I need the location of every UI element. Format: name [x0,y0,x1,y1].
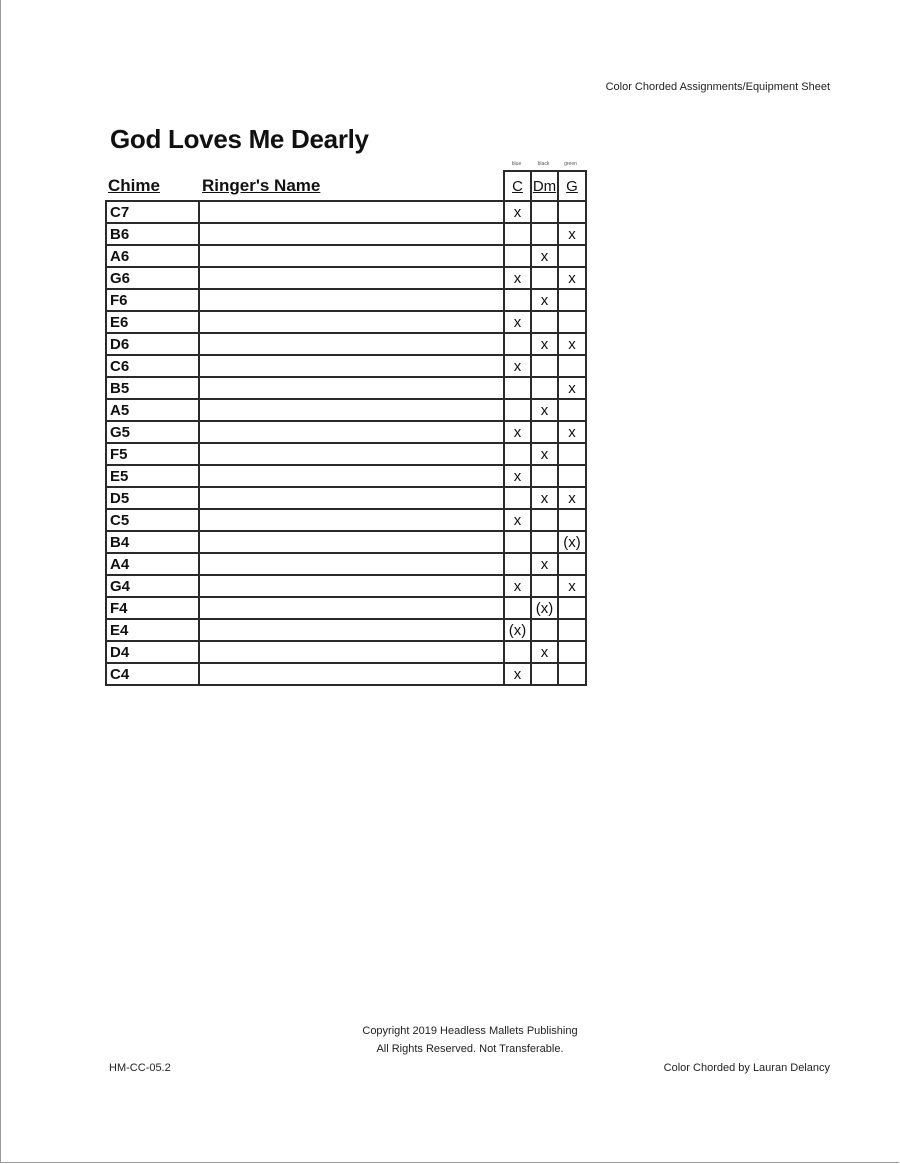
ringer-name-cell[interactable] [199,399,504,421]
ringer-name-cell[interactable] [199,487,504,509]
chord-mark-cell: x [531,553,558,575]
copyright-block [0,1022,900,1058]
chord-color-label: green [564,161,577,167]
chord-mark-cell [531,377,558,399]
chime-cell: B6 [106,223,199,245]
ringer-name-cell[interactable] [199,509,504,531]
chord-mark-cell: (x) [558,531,586,553]
chord-mark-cell: x [531,487,558,509]
chime-cell: G4 [106,575,199,597]
table-row [106,377,586,399]
chord-mark-cell: x [531,641,558,663]
chime-cell: B5 [106,377,199,399]
ringer-name-cell[interactable] [199,311,504,333]
table-row [106,421,586,443]
table-row [106,487,586,509]
chord-mark-cell: x [504,311,531,333]
chord-mark-cell: x [558,421,586,443]
table-header-row [106,171,586,201]
table-row [106,245,586,267]
chord-mark-cell [558,597,586,619]
chime-cell: C4 [106,663,199,685]
chord-mark-cell: x [558,267,586,289]
chord-mark-cell [558,553,586,575]
ringer-name-cell[interactable] [199,223,504,245]
chord-mark-cell: x [558,377,586,399]
table-row [106,267,586,289]
table-row [106,333,586,355]
table-row [106,663,586,685]
chord-mark-cell: x [531,333,558,355]
chord-mark-cell [531,311,558,333]
ringer-name-cell[interactable] [199,333,504,355]
chord-mark-cell [504,443,531,465]
rights-line: All Rights Reserved. Not Transferable. [376,1043,564,1055]
chord-mark-cell: x [531,245,558,267]
chime-cell: A6 [106,245,199,267]
chord-mark-cell [558,355,586,377]
ringer-name-cell[interactable] [199,531,504,553]
chord-mark-cell [504,597,531,619]
chord-mark-cell: (x) [504,619,531,641]
chord-mark-cell: x [504,465,531,487]
chord-mark-cell: x [531,289,558,311]
chord-mark-cell: x [558,223,586,245]
chord-mark-cell [504,641,531,663]
chime-cell: C6 [106,355,199,377]
ringer-name-cell[interactable] [199,443,504,465]
chime-column-header: Chime [108,176,160,195]
ringer-name-cell[interactable] [199,421,504,443]
table-row [106,531,586,553]
table-row [106,597,586,619]
chord-mark-cell [558,311,586,333]
chord-mark-cell [558,641,586,663]
chord-mark-cell [531,509,558,531]
ringer-name-cell[interactable] [199,465,504,487]
chime-cell: A4 [106,553,199,575]
chime-cell: G5 [106,421,199,443]
table-row [106,355,586,377]
chord-mark-cell [531,619,558,641]
chord-mark-cell [558,619,586,641]
chord-header-g: G [558,171,586,201]
chord-mark-cell: x [504,355,531,377]
chord-mark-cell [531,575,558,597]
chord-mark-cell [504,289,531,311]
chord-mark-cell [558,663,586,685]
chord-mark-cell: x [504,421,531,443]
chime-cell: F4 [106,597,199,619]
chord-mark-cell: x [504,267,531,289]
ringer-name-cell[interactable] [199,267,504,289]
chord-mark-cell: x [504,663,531,685]
ringer-name-cell[interactable] [199,553,504,575]
chime-cell: B4 [106,531,199,553]
chord-mark-cell [558,443,586,465]
chord-color-label: blue [511,161,522,167]
table-row [106,641,586,663]
chime-cell: F6 [106,289,199,311]
chord-mark-cell [531,465,558,487]
chord-header-c: C [504,171,531,201]
page-title: God Loves Me Dearly [110,124,369,154]
chord-mark-cell [558,245,586,267]
table-row [106,289,586,311]
chime-cell: D5 [106,487,199,509]
chord-mark-cell [531,201,558,223]
chime-cell: E6 [106,311,199,333]
chord-mark-cell [504,377,531,399]
chime-cell: E4 [106,619,199,641]
header-spacer [199,171,504,201]
chord-mark-cell [558,289,586,311]
ringer-name-cell[interactable] [199,201,504,223]
chord-mark-cell [504,333,531,355]
chord-mark-cell [558,399,586,421]
chord-mark-cell: x [558,487,586,509]
table-row [106,575,586,597]
sheet-label: Color Chorded Assignments/Equipment Sheet [605,81,830,93]
chord-mark-cell [531,531,558,553]
product-code: HM-CC-05.2 [109,1062,171,1074]
ringer-name-cell[interactable] [199,289,504,311]
chord-mark-cell [504,487,531,509]
assignment-table [105,170,587,686]
chord-mark-cell [504,531,531,553]
table-row [106,443,586,465]
header-spacer [106,171,199,201]
chord-mark-cell [558,509,586,531]
chime-cell: C7 [106,201,199,223]
chime-cell: E5 [106,465,199,487]
ringer-name-cell[interactable] [199,597,504,619]
chord-mark-cell: (x) [531,597,558,619]
ringer-name-cell[interactable] [199,619,504,641]
table-row [106,465,586,487]
ringer-name-cell[interactable] [199,355,504,377]
chord-mark-cell [531,421,558,443]
chime-cell: F5 [106,443,199,465]
chord-mark-cell: x [558,333,586,355]
chord-mark-cell: x [558,575,586,597]
chord-mark-cell: x [504,575,531,597]
chord-mark-cell [558,201,586,223]
table-row [106,509,586,531]
table-row [106,399,586,421]
ringer-name-cell[interactable] [199,377,504,399]
copyright-line: Copyright 2019 Headless Mallets Publishing [362,1025,578,1037]
chord-mark-cell [504,245,531,267]
chime-cell: C5 [106,509,199,531]
chord-mark-cell: x [504,201,531,223]
chord-header-dm: Dm [531,171,558,201]
chord-mark-cell [531,355,558,377]
chord-mark-cell: x [504,509,531,531]
table-row [106,201,586,223]
chord-color-labels [503,161,585,169]
chord-mark-cell: x [531,443,558,465]
ringer-name-cell[interactable] [199,663,504,685]
chord-mark-cell [504,399,531,421]
chime-cell: D4 [106,641,199,663]
chord-color-label: black [537,161,550,167]
chord-mark-cell [531,663,558,685]
table-row [106,553,586,575]
ringer-name-cell[interactable] [199,641,504,663]
ringer-name-cell[interactable] [199,575,504,597]
chord-mark-cell [558,465,586,487]
arranger-credit: Color Chorded by Lauran Delancy [663,1062,830,1074]
chord-mark-cell [504,223,531,245]
chime-cell: A5 [106,399,199,421]
chord-mark-cell [531,223,558,245]
chord-mark-cell: x [531,399,558,421]
table-row [106,619,586,641]
chime-cell: G6 [106,267,199,289]
table-row [106,311,586,333]
ringer-column-header: Ringer's Name [202,176,321,195]
chord-mark-cell [504,553,531,575]
table-row [106,223,586,245]
chime-cell: D6 [106,333,199,355]
ringer-name-cell[interactable] [199,245,504,267]
chord-mark-cell [531,267,558,289]
